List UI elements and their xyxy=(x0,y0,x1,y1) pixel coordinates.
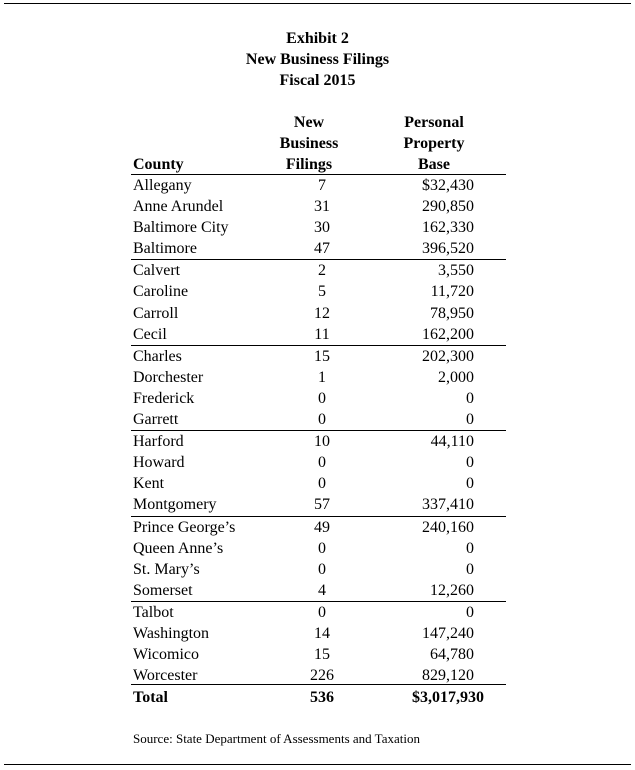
filings-cell: 11 xyxy=(314,325,330,343)
table-row xyxy=(0,431,635,452)
county-cell: Allegany xyxy=(133,177,192,194)
filings-cell: 30 xyxy=(314,219,330,237)
title-line-3: Fiscal 2015 xyxy=(279,72,356,89)
table-row xyxy=(0,473,635,494)
filings-cell: 0 xyxy=(318,454,326,472)
filings-cell: 2 xyxy=(318,262,326,280)
property-base-cell: 0 xyxy=(466,454,474,472)
table-row xyxy=(0,602,635,623)
filings-cell: 31 xyxy=(314,198,330,216)
property-base-cell: 162,330 xyxy=(422,219,474,237)
table-row xyxy=(0,388,635,409)
county-cell: Total xyxy=(133,689,168,707)
header-filings-line-2: Business xyxy=(279,135,339,152)
title-line-2: New Business Filings xyxy=(245,51,390,68)
property-base-cell: 290,850 xyxy=(422,198,474,216)
table-row xyxy=(0,367,635,388)
source-note: Source: State Department of Assessments and Taxation xyxy=(133,731,420,746)
table-row xyxy=(0,644,635,665)
header-property-base xyxy=(392,112,476,175)
property-base-cell: 202,300 xyxy=(422,347,474,365)
county-cell: Talbot xyxy=(133,603,174,621)
filings-cell: 15 xyxy=(314,646,330,664)
filings-table xyxy=(0,175,635,708)
county-cell: Frederick xyxy=(133,389,195,407)
property-base-cell: 0 xyxy=(466,539,474,557)
header-filings-line-3: Filings xyxy=(285,156,333,173)
total-rule xyxy=(131,684,506,685)
filings-cell: 7 xyxy=(318,177,326,194)
property-base-cell: 2,000 xyxy=(438,368,474,386)
county-cell: Baltimore xyxy=(133,240,197,258)
filings-cell: 12 xyxy=(314,304,330,322)
county-cell: Anne Arundel xyxy=(133,198,224,216)
table-row xyxy=(0,175,635,196)
filings-cell: 15 xyxy=(314,347,330,365)
property-base-cell: $3,017,930 xyxy=(412,689,484,707)
table-row xyxy=(0,346,635,367)
county-cell: Montgomery xyxy=(133,496,217,514)
filings-cell: 0 xyxy=(318,411,326,429)
county-cell: Howard xyxy=(133,454,185,472)
header-property-line-2: Property xyxy=(403,135,465,152)
property-base-cell: 829,120 xyxy=(422,667,474,685)
property-base-cell: 162,200 xyxy=(422,325,474,343)
property-base-cell: 396,520 xyxy=(422,240,474,258)
property-base-cell: 0 xyxy=(466,411,474,429)
table-row xyxy=(0,452,635,473)
property-base-cell: 337,410 xyxy=(422,496,474,514)
county-cell: Calvert xyxy=(133,262,181,280)
county-cell: Cecil xyxy=(133,325,167,343)
property-base-cell: 11,720 xyxy=(430,283,474,301)
table-row xyxy=(0,303,635,324)
table-row xyxy=(0,623,635,644)
filings-cell: 0 xyxy=(318,539,326,557)
property-base-cell: 0 xyxy=(466,603,474,621)
property-base-cell: 0 xyxy=(466,475,474,493)
property-base-cell: 240,160 xyxy=(422,518,474,536)
header-property-line-1: Personal xyxy=(404,114,464,131)
header-county xyxy=(133,154,184,175)
county-cell: Dorchester xyxy=(133,368,204,386)
table-row xyxy=(0,538,635,559)
bottom-rule xyxy=(4,764,631,765)
table-row xyxy=(0,281,635,302)
table-row xyxy=(0,196,635,217)
county-cell: Garrett xyxy=(133,411,179,429)
property-base-cell: 0 xyxy=(466,560,474,578)
top-rule xyxy=(4,3,631,4)
filings-cell: 10 xyxy=(314,433,330,451)
property-base-cell: 78,950 xyxy=(430,304,474,322)
county-cell: Somerset xyxy=(133,581,193,599)
county-cell: Queen Anne’s xyxy=(133,539,224,557)
property-base-cell: 147,240 xyxy=(422,624,474,642)
county-cell: St. Mary’s xyxy=(133,560,200,578)
property-base-cell: $32,430 xyxy=(422,177,474,194)
filings-cell: 49 xyxy=(314,518,330,536)
filings-cell: 5 xyxy=(318,283,326,301)
filings-cell: 0 xyxy=(318,603,326,621)
filings-cell: 0 xyxy=(318,475,326,493)
county-cell: Washington xyxy=(133,624,210,642)
property-base-cell: 44,110 xyxy=(430,433,474,451)
header-filings xyxy=(270,112,348,175)
filings-cell: 1 xyxy=(318,368,326,386)
header-county-label: County xyxy=(133,156,184,173)
county-cell: Prince George’s xyxy=(133,518,236,536)
table-row xyxy=(131,409,506,431)
county-cell: Caroline xyxy=(133,283,189,301)
filings-cell: 47 xyxy=(314,240,330,258)
table-row xyxy=(0,559,635,580)
property-base-cell: 3,550 xyxy=(438,262,474,280)
filings-cell: 57 xyxy=(314,496,330,514)
county-cell: Harford xyxy=(133,433,184,451)
county-cell: Wicomico xyxy=(133,646,199,664)
table-row xyxy=(131,324,506,346)
exhibit-title xyxy=(0,28,635,91)
table-row xyxy=(131,494,506,516)
total-row xyxy=(0,687,635,708)
header-filings-line-1: New xyxy=(293,114,325,131)
header-property-line-3: Base xyxy=(418,156,450,173)
filings-cell: 536 xyxy=(310,689,334,707)
title-line-1: Exhibit 2 xyxy=(286,30,349,47)
table-row xyxy=(0,217,635,238)
property-base-cell: 12,260 xyxy=(430,581,474,599)
county-cell: Kent xyxy=(133,475,165,493)
county-cell: Charles xyxy=(133,347,182,365)
county-cell: Carroll xyxy=(133,304,179,322)
filings-cell: 0 xyxy=(318,389,326,407)
county-cell: Worcester xyxy=(133,667,198,685)
table-row xyxy=(0,260,635,281)
county-cell: Baltimore City xyxy=(133,219,229,237)
table-row xyxy=(131,580,506,602)
filings-cell: 14 xyxy=(314,624,330,642)
property-base-cell: 64,780 xyxy=(430,646,474,664)
table-row xyxy=(0,517,635,538)
filings-cell: 4 xyxy=(318,581,326,599)
filings-cell: 0 xyxy=(318,560,326,578)
table-row xyxy=(131,238,506,260)
property-base-cell: 0 xyxy=(466,389,474,407)
filings-cell: 226 xyxy=(310,667,334,685)
